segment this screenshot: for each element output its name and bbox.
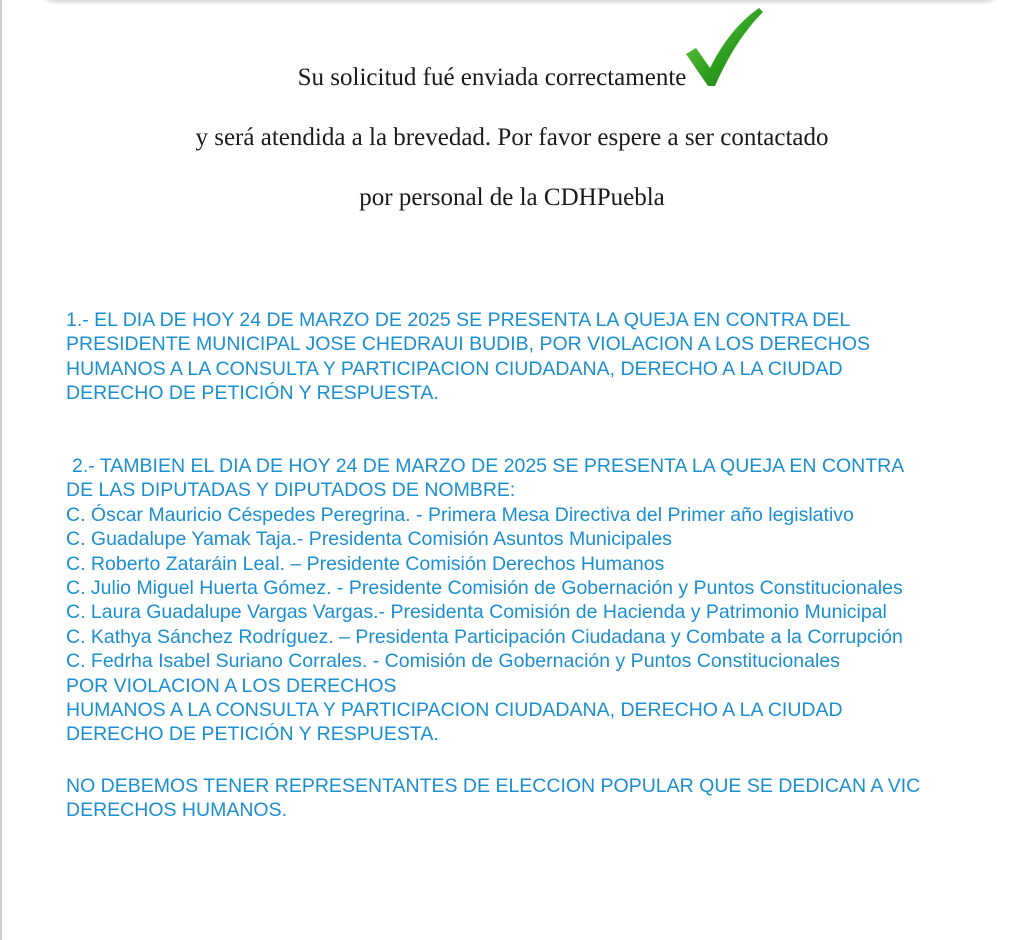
- deputy-line: C. Roberto Zataráin Leal. – Presidente Comisión Derechos Humanos: [66, 552, 665, 575]
- deputy-line: C. Kathya Sánchez Rodríguez. – Presidenta Participación Ciudadana y Combate a la Corrupción: [66, 625, 903, 648]
- deputy-line: C. Julio Miguel Huerta Gómez. - Presidente Comisión de Gobernación y Puntos Constitucionales: [66, 576, 903, 599]
- closing-statement: [66, 774, 920, 823]
- confirmation-line-2: y será atendida a la brevedad. Por favor espere a ser contactado: [195, 124, 829, 151]
- complaint-line: 1.- EL DIA DE HOY 24 DE MARZO DE 2025 SE PRESENTA LA QUEJA EN CONTRA DEL: [66, 309, 851, 331]
- complaint-line: HUMANOS A LA CONSULTA Y PARTICIPACION CIUDADANA, DERECHO A LA CIUDAD: [66, 357, 843, 380]
- deputy-line: C. Guadalupe Yamak Taja.- Presidenta Comisión Asuntos Municipales: [66, 528, 672, 551]
- deputy-line: C. Fedrha Isabel Suriano Corrales. - Comisión de Gobernación y Puntos Constitucionales: [66, 650, 840, 673]
- confirmation-line-1: Su solicitud fué enviada correctamente: [297, 64, 687, 91]
- complaint-item-1: [66, 308, 870, 406]
- complaint-line: 2.- TAMBIEN EL DIA DE HOY 24 DE MARZO DE 2025 SE PRESENTA LA QUEJA EN CONTRA: [72, 455, 905, 477]
- complaint-line: POR VIOLACION A LOS DERECHOS: [66, 674, 397, 697]
- deputy-line: C. Óscar Mauricio Céspedes Peregrina. - Primera Mesa Directiva del Primer año legislativo: [66, 503, 854, 526]
- complaint-line: DE LAS DIPUTADAS Y DIPUTADOS DE NOMBRE:: [66, 479, 516, 502]
- complaint-line: HUMANOS A LA CONSULTA Y PARTICIPACION CIUDADANA, DERECHO A LA CIUDAD: [66, 698, 843, 721]
- complaint-line: PRESIDENTE MUNICIPAL JOSE CHEDRAUI BUDIB, POR VIOLACION A LOS DERECHOS: [66, 333, 871, 356]
- confirmation-line-3: por personal de la CDHPuebla: [359, 184, 665, 211]
- closing-line: NO DEBEMOS TENER REPRESENTANTES DE ELECCION POPULAR QUE SE DEDICAN A VIC: [66, 775, 921, 797]
- closing-line: DERECHOS HUMANOS.: [66, 799, 288, 822]
- complaint-line: DERECHO DE PETICIÓN Y RESPUESTA.: [66, 723, 439, 746]
- complaint-item-2: [66, 454, 904, 747]
- deputy-line: C. Laura Guadalupe Vargas Vargas.- Presidenta Comisión de Hacienda y Patrimonio Municipal: [66, 601, 887, 624]
- checkmark-icon: [683, 4, 765, 90]
- complaint-line: DERECHO DE PETICIÓN Y RESPUESTA.: [66, 382, 439, 405]
